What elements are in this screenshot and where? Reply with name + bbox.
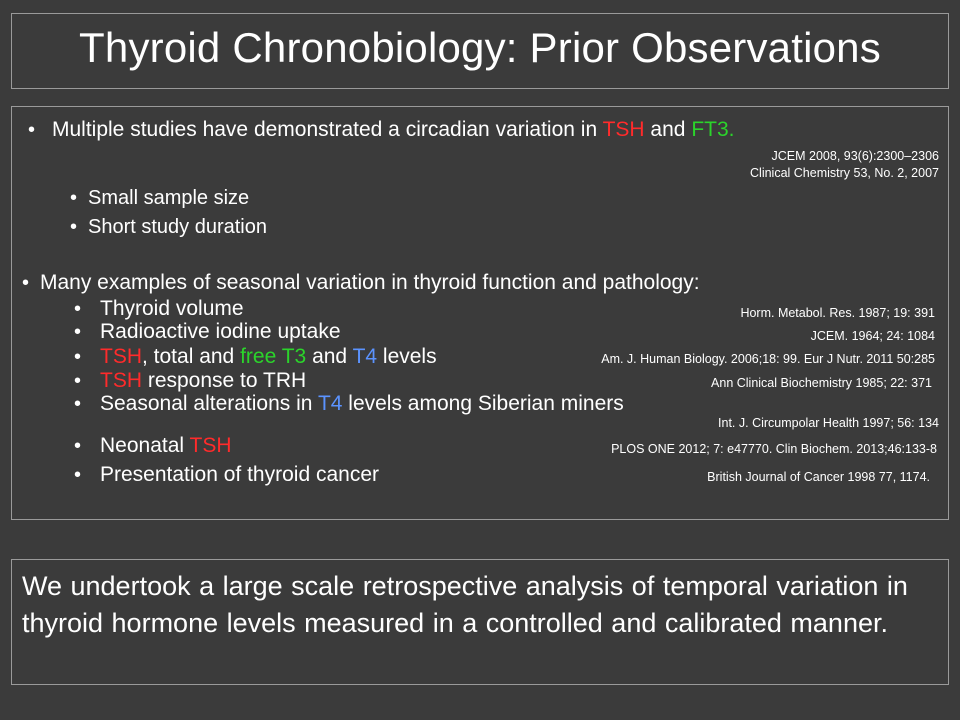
summary-panel bbox=[11, 559, 949, 685]
item-trh-response bbox=[100, 369, 306, 393]
tsh-highlight: TSH bbox=[189, 434, 232, 457]
free-t3-highlight: free T3 bbox=[240, 345, 307, 368]
levels-text: , total and bbox=[142, 345, 241, 368]
item-neonatal-tsh bbox=[100, 434, 232, 458]
item-thyroid-volume: Thyroid volume bbox=[100, 297, 244, 320]
item-siberian-miners bbox=[100, 392, 624, 416]
period-text: . bbox=[728, 118, 735, 141]
bullet-marker: • bbox=[74, 298, 82, 320]
levels-text: levels bbox=[377, 345, 437, 368]
reference-circumpolar-health: Int. J. Circumpolar Health 1997; 56: 134 bbox=[718, 416, 939, 430]
tsh-highlight: TSH bbox=[602, 118, 645, 141]
item-thyroid-cancer: Presentation of thyroid cancer bbox=[100, 463, 379, 486]
reference-ann-clin-biochem: Ann Clinical Biochemistry 1985; 22: 371 bbox=[711, 376, 932, 390]
reference-am-j-human-biology: Am. J. Human Biology. 2006;18: 99. Eur J Nutr. 2011 50:285 bbox=[601, 352, 935, 366]
t4-highlight: T4 bbox=[317, 392, 343, 415]
reference-jcem-2008: JCEM 2008, 93(6):2300–2306 bbox=[771, 149, 939, 163]
reference-plos-one: PLOS ONE 2012; 7: e47770. Clin Biochem. 2013;46:133-8 bbox=[611, 442, 937, 456]
bullet-marker: • bbox=[74, 393, 82, 415]
limitation-sample-size: Small sample size bbox=[88, 187, 250, 209]
reference-clin-chem-2007: Clinical Chemistry 53, No. 2, 2007 bbox=[750, 166, 939, 180]
circadian-lead-text: Multiple studies have demonstrated a circadian variation in bbox=[52, 118, 603, 141]
bullet-marker: • bbox=[70, 187, 78, 209]
observations-panel bbox=[11, 106, 949, 520]
tsh-highlight: TSH bbox=[100, 369, 142, 392]
item-hormone-levels bbox=[100, 345, 437, 369]
miners-text: levels among Siberian miners bbox=[342, 392, 624, 415]
conjunction-text: and bbox=[644, 118, 692, 141]
reference-horm-metabol: Horm. Metabol. Res. 1987; 19: 391 bbox=[740, 306, 935, 320]
limitation-duration: Short study duration bbox=[88, 216, 267, 238]
bullet-marker: • bbox=[28, 119, 36, 141]
circadian-statement bbox=[52, 118, 735, 142]
neonatal-text: Neonatal bbox=[100, 434, 190, 457]
bullet-marker: • bbox=[74, 435, 82, 457]
bullet-marker: • bbox=[74, 370, 82, 392]
slide-title: Thyroid Chronobiology: Prior Observations bbox=[79, 24, 881, 71]
bullet-marker: • bbox=[74, 346, 82, 368]
item-iodine-uptake: Radioactive iodine uptake bbox=[100, 320, 341, 343]
bullet-marker: • bbox=[74, 464, 82, 486]
seasonal-heading: Many examples of seasonal variation in thyroid function and pathology: bbox=[40, 271, 700, 294]
reference-jcem-1964: JCEM. 1964; 24: 1084 bbox=[810, 329, 935, 343]
levels-text: and bbox=[306, 345, 353, 368]
bullet-marker: • bbox=[70, 216, 78, 238]
t4-highlight: T4 bbox=[352, 345, 378, 368]
tsh-highlight: TSH bbox=[100, 345, 142, 368]
summary-text: We undertook a large scale retrospective analysis of temporal variation in thyroid hormone levels measured in a controlled and calibrated manner. bbox=[22, 571, 908, 638]
title-panel bbox=[11, 13, 949, 89]
trh-text: response to TRH bbox=[142, 369, 307, 392]
ft3-highlight: FT3 bbox=[691, 118, 729, 141]
miners-text: Seasonal alterations in bbox=[100, 392, 318, 415]
bullet-marker: • bbox=[22, 272, 30, 294]
bullet-marker: • bbox=[74, 321, 82, 343]
reference-british-j-cancer: British Journal of Cancer 1998 77, 1174. bbox=[707, 470, 930, 484]
